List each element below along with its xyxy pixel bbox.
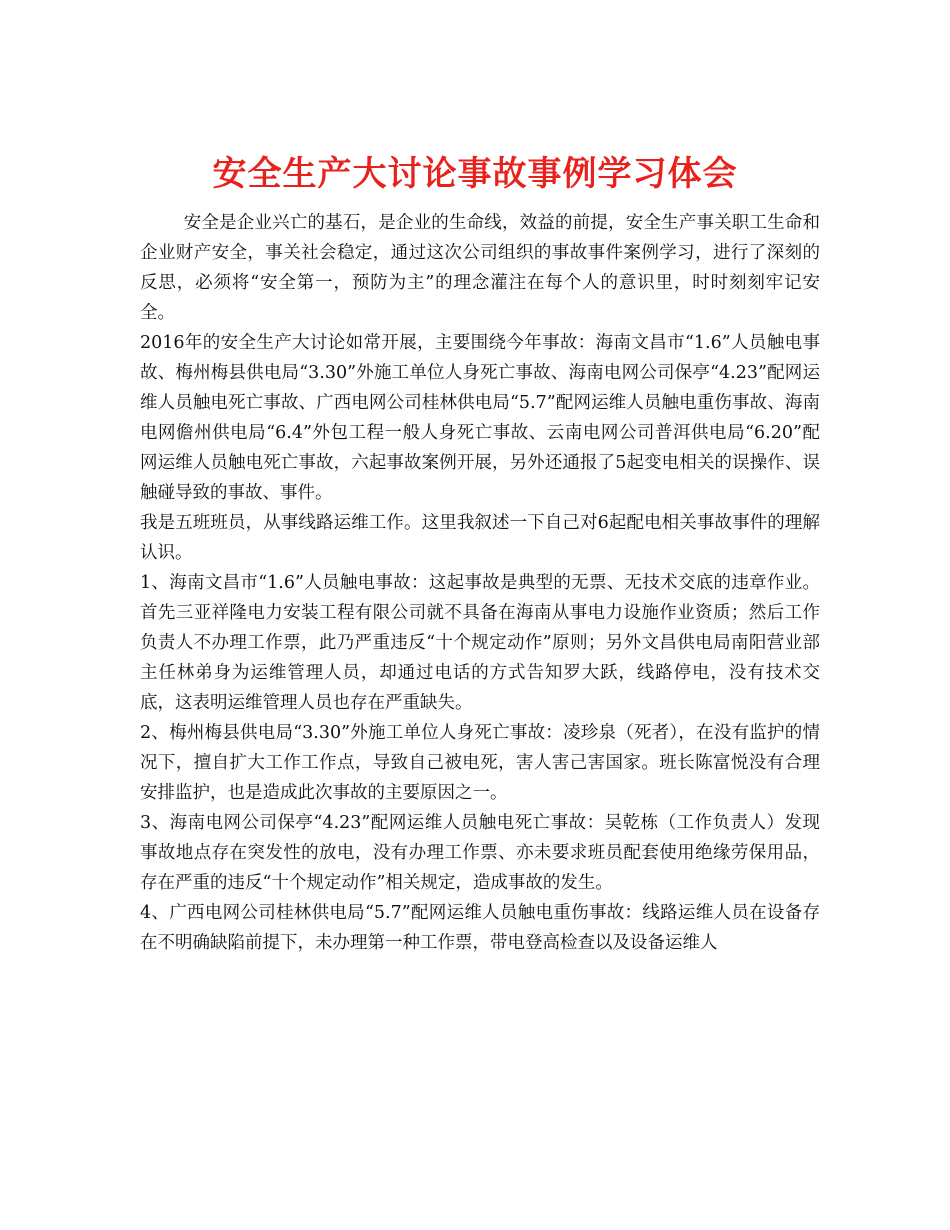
paragraph-case-3: 3、海南电网公司保亭“4.23”配网运维人员触电死亡事故：吴乾栋（工作负责人）发现事故地点存在突发性的放电，没有办理工作票、亦未要求班员配套使用绝缘劳保用品，存在严重的违反“十个规定动作”相关规定，造成事故的发生。 — [140, 813, 820, 893]
paragraph-case-1: 1、海南文昌市“1.6”人员触电事故：这起事故是典型的无票、无技术交底的违章作业。首先三亚祥隆电力安装工程有限公司就不具备在海南从事电力设施作业资质；然后工作负责人不办理工作票，此乃严重违反“十个规定动作”原则；另外文昌供电局南阳营业部主任林弟身为运维管理人员，却通过电话的方式告知罗大跃，线路停电，没有技术交底，这表明运维管理人员也存在严重缺失。 — [140, 573, 820, 713]
document-body — [140, 208, 820, 958]
paragraph-case-4: 4、广西电网公司桂林供电局“5.7”配网运维人员触电重伤事故：线路运维人员在设备存在不明确缺陷前提下，未办理第一种工作票，带电登高检查以及设备运维人 — [140, 903, 820, 953]
paragraph-intro: 安全是企业兴亡的基石，是企业的生命线，效益的前提，安全生产事关职工生命和企业财产安全，事关社会稳定，通过这次公司组织的事故事件案例学习，进行了深刻的反思，必须将“安全第一，预防为主”的理念灌注在每个人的意识里，时时刻刻牢记安全。 — [140, 213, 820, 323]
paragraph-overview: 2016年的安全生产大讨论如常开展，主要围绕今年事故：海南文昌市“1.6”人员触电事故、梅州梅县供电局“3.30”外施工单位人身死亡事故、海南电网公司保亭“4.23”配网运维人员触电死亡事故、广西电网公司桂林供电局“5.7”配网运维人员触电重伤事故、海南电网儋州供电局“6.4”外包工程一般人身死亡事故、云南电网公司普洱供电局“6.20”配网运维人员触电死亡事故，六起事故案例开展，另外还通报了5起变电相关的误操作、误触碰导致的事故、事件。 — [140, 333, 820, 503]
paragraph-case-2: 2、梅州梅县供电局“3.30”外施工单位人身死亡事故：凌珍泉（死者），在没有监护的情况下，擅自扩大工作工作点，导致自己被电死，害人害己害国家。班长陈富悦没有合理安排监护，也是造成此次事故的主要原因之一。 — [140, 723, 820, 803]
document-title: 安全生产大讨论事故事例学习体会 — [212, 153, 738, 194]
paragraph-author-role: 我是五班班员，从事线路运维工作。这里我叙述一下自己对6起配电相关事故事件的理解认识。 — [140, 513, 820, 563]
